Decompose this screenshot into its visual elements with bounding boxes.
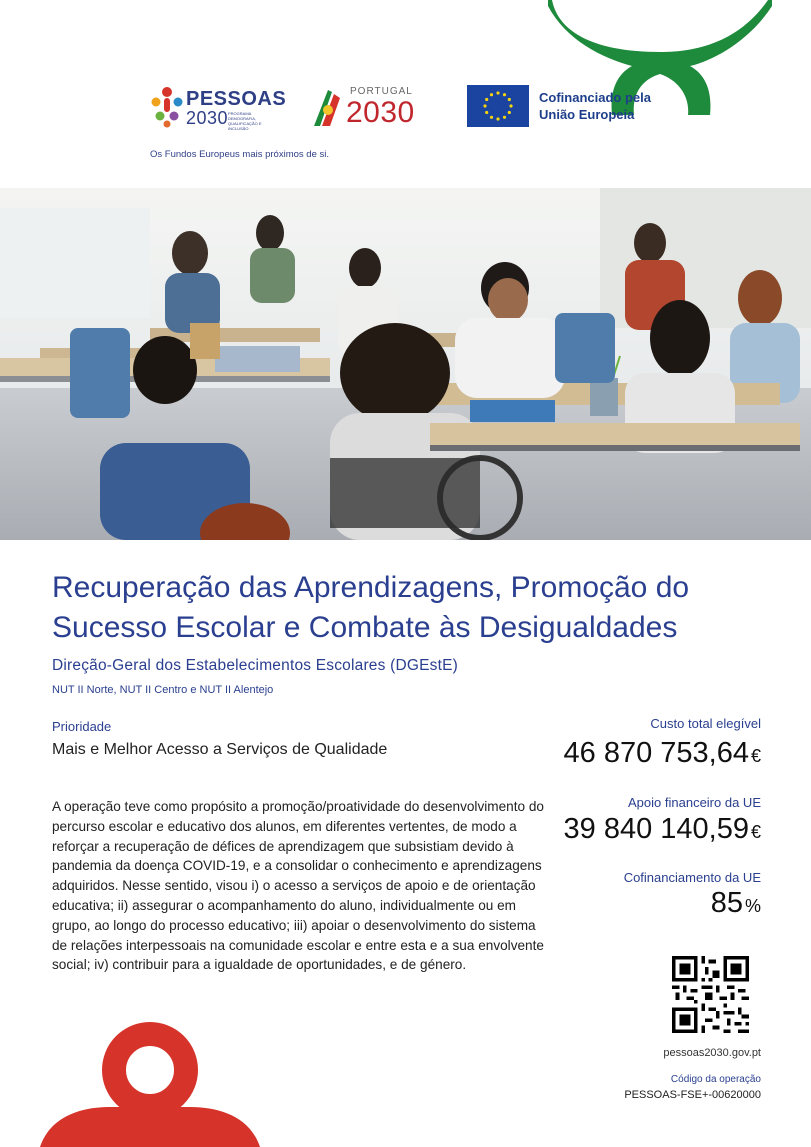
cofinancing-rate-label: Cofinanciamento da UE <box>623 870 761 885</box>
beneficiary-entity: Direção-Geral dos Estabelecimentos Escolares (DGEstE) <box>52 657 458 674</box>
pessoas-subtitle: PROGRAMA DEMOGRAFIA, QUALIFICAÇÃO E INCLUSÃO <box>228 111 262 131</box>
website-link[interactable]: pessoas2030.gov.pt <box>663 1047 761 1059</box>
portugal-year: 2030 <box>346 96 415 129</box>
total-cost-amount: 46 870 753,64 <box>563 737 749 769</box>
currency-symbol: € <box>750 822 761 842</box>
eu-cofinanced-logo <box>467 85 697 129</box>
cofinancing-rate-amount: 85 <box>710 887 743 919</box>
eu-label-line1: Cofinanciado pela <box>539 90 651 105</box>
total-cost-value <box>564 737 761 770</box>
classroom-photo <box>0 188 811 540</box>
portugal-wordmark: PORTUGAL <box>350 86 413 97</box>
description: A operação teve como propósito a promoção/proatividade do desenvolvimento do percurso escolar e educativo dos alunos, em diferentes vertentes, de modo a reforçar a recuperação de défices de aprendizagem que subsistiam devido à pandemia da doença COVID-19, e a consolidar o conhecimento e aprendizagens adquiridos. Nesse sentido, visou i) o acesso a serviços de apoio e de orientação educativa; ii) assegurar o acompanhamento do aluno, individualmente ou em grupo, ao longo do processo educativo; iii) apoiar o desenvolvimento do sistema de relações interpessoais na comunidade escolar e entre esta e a sua envolvente social; iv) contribuir para a igualdade de oportunidades, e de género. <box>52 799 544 973</box>
eu-support-amount: 39 840 140,59 <box>563 813 749 845</box>
pessoas-people-icon <box>150 86 184 128</box>
priority-value: Mais e Melhor Acesso a Serviços de Qualidade <box>52 741 388 758</box>
portugal-flag-emblem-icon <box>310 86 344 128</box>
eu-support-label: Apoio financeiro da UE <box>628 795 761 810</box>
eu-flag-icon <box>467 85 529 127</box>
cofinancing-rate-value <box>711 887 761 920</box>
currency-symbol: € <box>750 746 761 766</box>
portugal-2030-logo <box>310 84 430 130</box>
decorative-red-person-icon <box>40 1022 260 1147</box>
total-cost-label: Custo total elegível <box>650 716 761 731</box>
page-title: Recuperação das Aprendizagens, Promoção do Sucesso Escolar e Combate às Desigualdades <box>52 571 690 644</box>
pessoas-2030-logo <box>150 84 287 131</box>
priority-label: Prioridade <box>52 719 112 734</box>
percent-symbol: % <box>744 896 761 916</box>
eu-label-line2: União Europeia <box>539 107 635 122</box>
pessoas-year: 2030 <box>186 108 229 128</box>
regions: NUT II Norte, NUT II Centro e NUT II Alentejo <box>52 684 274 696</box>
pessoas-wordmark: PESSOAS <box>186 88 287 110</box>
eu-support-value <box>564 813 761 846</box>
tagline: Os Fundos Europeus mais próximos de si. <box>150 149 329 160</box>
qr-code-icon[interactable] <box>672 956 749 1033</box>
eu-label <box>539 89 651 123</box>
operation-code-label: Código da operação <box>670 1074 761 1085</box>
operation-code-value: PESSOAS-FSE+-00620000 <box>624 1089 761 1101</box>
